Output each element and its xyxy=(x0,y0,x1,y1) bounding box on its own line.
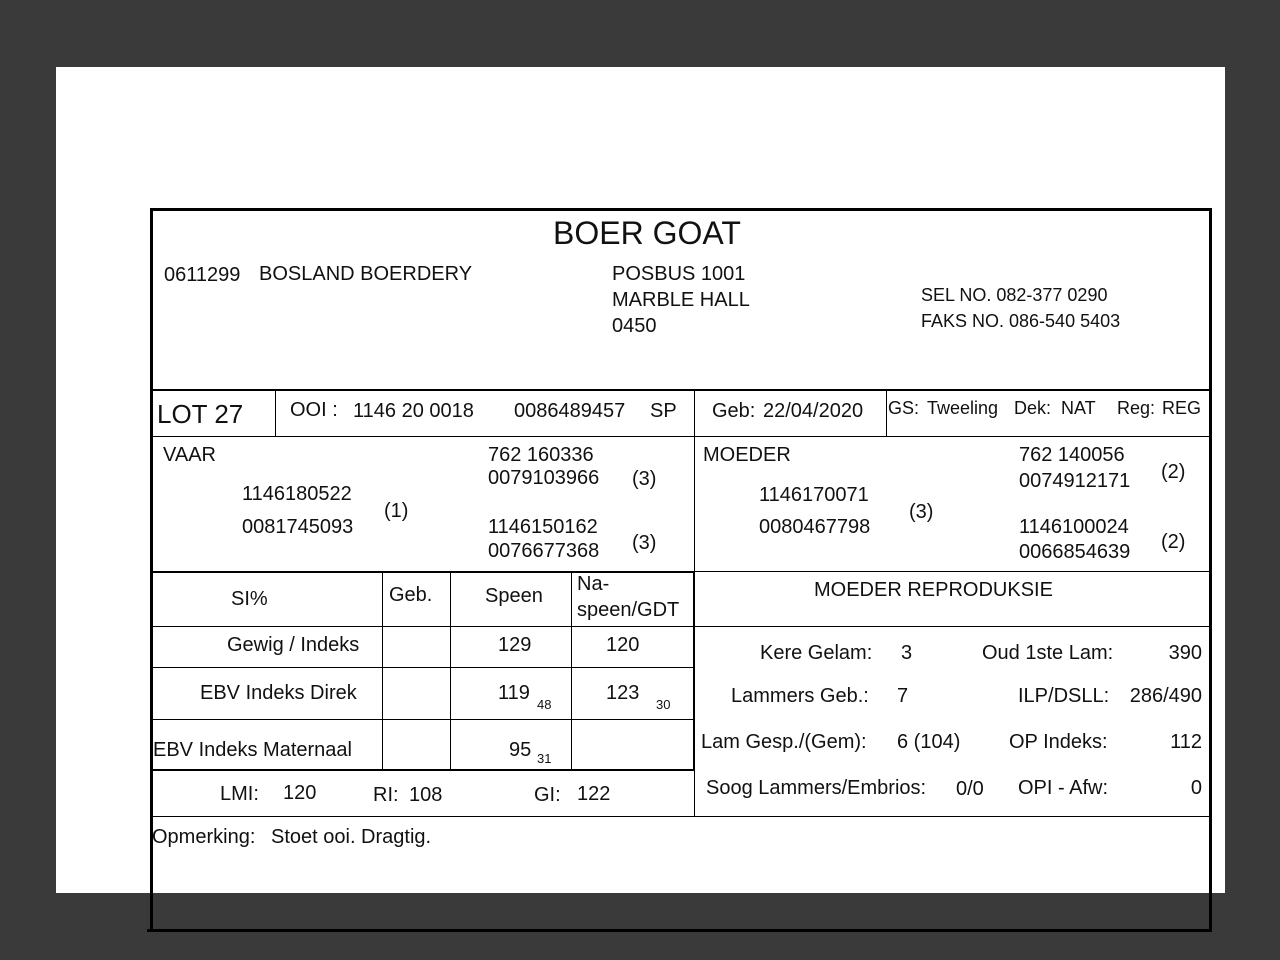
sire-grade: (1) xyxy=(384,500,409,522)
border-bottom xyxy=(147,929,1211,932)
dam-sire-id-2: 0074912171 xyxy=(1019,470,1131,492)
address-line-2: MARBLE HALL xyxy=(612,289,750,311)
rule-perf-row3 xyxy=(150,769,694,771)
rule-perf-row1 xyxy=(150,667,694,668)
row-label-ebv-maternaal: EBV Indeks Maternaal xyxy=(153,739,352,761)
soog-label: Soog Lammers/Embrios: xyxy=(706,777,927,799)
row-maternaal-speen-accuracy: 31 xyxy=(537,751,552,766)
lam-gesp-label: Lam Gesp./(Gem): xyxy=(701,731,867,753)
op-indeks-value: 112 xyxy=(1170,731,1202,753)
rule-id-row xyxy=(150,436,1212,437)
dam-dam-id-2: 0066854639 xyxy=(1019,541,1131,563)
animal-id: 1146 20 0018 xyxy=(353,400,474,422)
dam-dam-id-1: 1146100024 xyxy=(1019,516,1129,538)
sire-id-1: 1146180522 xyxy=(242,483,352,505)
remarks-text: Stoet ooi. Dragtig. xyxy=(271,826,432,848)
row-direk-naspeen: 123 xyxy=(606,682,640,704)
opi-afw-label: OPI - Afw: xyxy=(1018,777,1109,799)
lot-number: LOT 27 xyxy=(157,399,244,429)
sire-dam-id-2: 0076677368 xyxy=(488,540,600,562)
ri-label: RI: xyxy=(373,784,399,806)
lammers-geb-label: Lammers Geb.: xyxy=(731,685,869,707)
border-top xyxy=(150,208,1212,211)
address-line-3: 0450 xyxy=(612,315,657,337)
document-page xyxy=(56,67,1225,893)
col-speen-header: Speen xyxy=(485,585,543,607)
oud-1ste-lam-value: 390 xyxy=(1168,642,1202,664)
rule-perf-row2 xyxy=(150,719,694,720)
ri-value: 108 xyxy=(409,784,443,806)
reg-value: REG xyxy=(1162,398,1202,418)
dek-value: NAT xyxy=(1061,398,1096,418)
dam-id-2: 0080467798 xyxy=(759,516,871,538)
lam-gesp-value: 6 (104) xyxy=(897,731,961,753)
sire-sire-id-1: 762 160336 xyxy=(488,444,594,466)
kere-gelam-label: Kere Gelam: xyxy=(760,642,873,664)
animal-reg-id: 0086489457 xyxy=(514,400,626,422)
row-direk-speen: 119 xyxy=(498,682,530,704)
rule-col-speen xyxy=(450,572,451,770)
reg-label: Reg: xyxy=(1117,398,1156,418)
row-direk-naspeen-accuracy: 30 xyxy=(656,697,671,712)
kere-gelam-value: 3 xyxy=(901,642,913,664)
sire-dam-grade: (3) xyxy=(632,532,657,554)
phone-number: SEL NO. 082-377 0290 xyxy=(921,285,1108,305)
col-naspeen-header-2: speen/GDT xyxy=(577,599,680,621)
row-gewig-naspeen: 120 xyxy=(606,634,640,656)
card-title: BOER GOAT xyxy=(553,215,741,251)
rule-remarks xyxy=(150,816,1212,817)
row-label-ebv-direk: EBV Indeks Direk xyxy=(200,682,357,704)
dam-grade: (3) xyxy=(909,501,934,523)
sire-id-2: 0081745093 xyxy=(242,516,354,538)
rule-col-geb xyxy=(382,572,383,770)
row-gewig-speen: 129 xyxy=(498,634,532,656)
border-left xyxy=(150,208,153,932)
rule-pedigree-right xyxy=(694,571,1212,572)
breeder-name: BOSLAND BOERDERY xyxy=(259,263,473,285)
col-si-header: SI% xyxy=(231,588,268,610)
dam-id-1: 1146170071 xyxy=(759,484,869,506)
gi-value: 122 xyxy=(577,783,611,805)
row-maternaal-speen: 95 xyxy=(509,739,532,761)
fax-number: FAKS NO. 086-540 5403 xyxy=(921,311,1121,331)
birth-date: 22/04/2020 xyxy=(763,400,864,422)
sire-sire-grade: (3) xyxy=(632,468,657,490)
dek-label: Dek: xyxy=(1014,398,1052,418)
oud-1ste-lam-label: Oud 1ste Lam: xyxy=(982,642,1114,664)
rule-geb xyxy=(886,390,887,437)
col-naspeen-header-1: Na- xyxy=(577,573,610,595)
lmi-label: LMI: xyxy=(220,783,259,805)
birth-label: Geb: xyxy=(712,400,756,422)
sire-dam-id-1: 1146150162 xyxy=(488,516,598,538)
op-indeks-label: OP Indeks: xyxy=(1009,731,1108,753)
border-right xyxy=(1209,208,1212,932)
rule-pedigree-left xyxy=(150,571,694,573)
ilp-dsll-label: ILP/DSLL: xyxy=(1018,685,1110,707)
address-line-1: POSBUS 1001 xyxy=(612,263,746,285)
sire-label: VAAR xyxy=(163,444,216,466)
soog-value: 0/0 xyxy=(956,778,984,800)
remarks-label: Opmerking: xyxy=(152,826,256,848)
gs-label: GS: xyxy=(888,398,920,418)
dam-sire-id-1: 762 140056 xyxy=(1019,444,1125,466)
sire-sire-id-2: 0079103966 xyxy=(488,467,600,489)
animal-status: SP xyxy=(650,400,677,422)
sex-label: OOI : xyxy=(290,399,338,421)
opi-afw-value: 0 xyxy=(1190,777,1202,799)
row-direk-speen-accuracy: 48 xyxy=(537,697,552,712)
lammers-geb-value: 7 xyxy=(897,685,909,707)
gi-label: GI: xyxy=(534,784,561,806)
gs-value: Tweeling xyxy=(927,398,999,418)
rule-perf-right xyxy=(693,571,695,770)
lot-card xyxy=(150,208,1212,932)
col-geb-header: Geb. xyxy=(389,584,433,606)
rule-col-naspeen xyxy=(571,572,572,770)
row-label-gewig: Gewig / Indeks xyxy=(227,634,360,656)
dam-sire-grade: (2) xyxy=(1161,461,1186,483)
dam-dam-grade: (2) xyxy=(1161,531,1186,553)
rule-lot xyxy=(275,390,276,437)
rule-perf-head xyxy=(150,626,1212,627)
ilp-dsll-value: 286/490 xyxy=(1129,685,1202,707)
breeder-code: 0611299 xyxy=(164,264,241,286)
lmi-value: 120 xyxy=(283,782,317,804)
dam-label: MOEDER xyxy=(703,444,791,466)
reproduction-heading: MOEDER REPRODUKSIE xyxy=(814,579,1053,601)
rule-header xyxy=(150,389,1212,391)
